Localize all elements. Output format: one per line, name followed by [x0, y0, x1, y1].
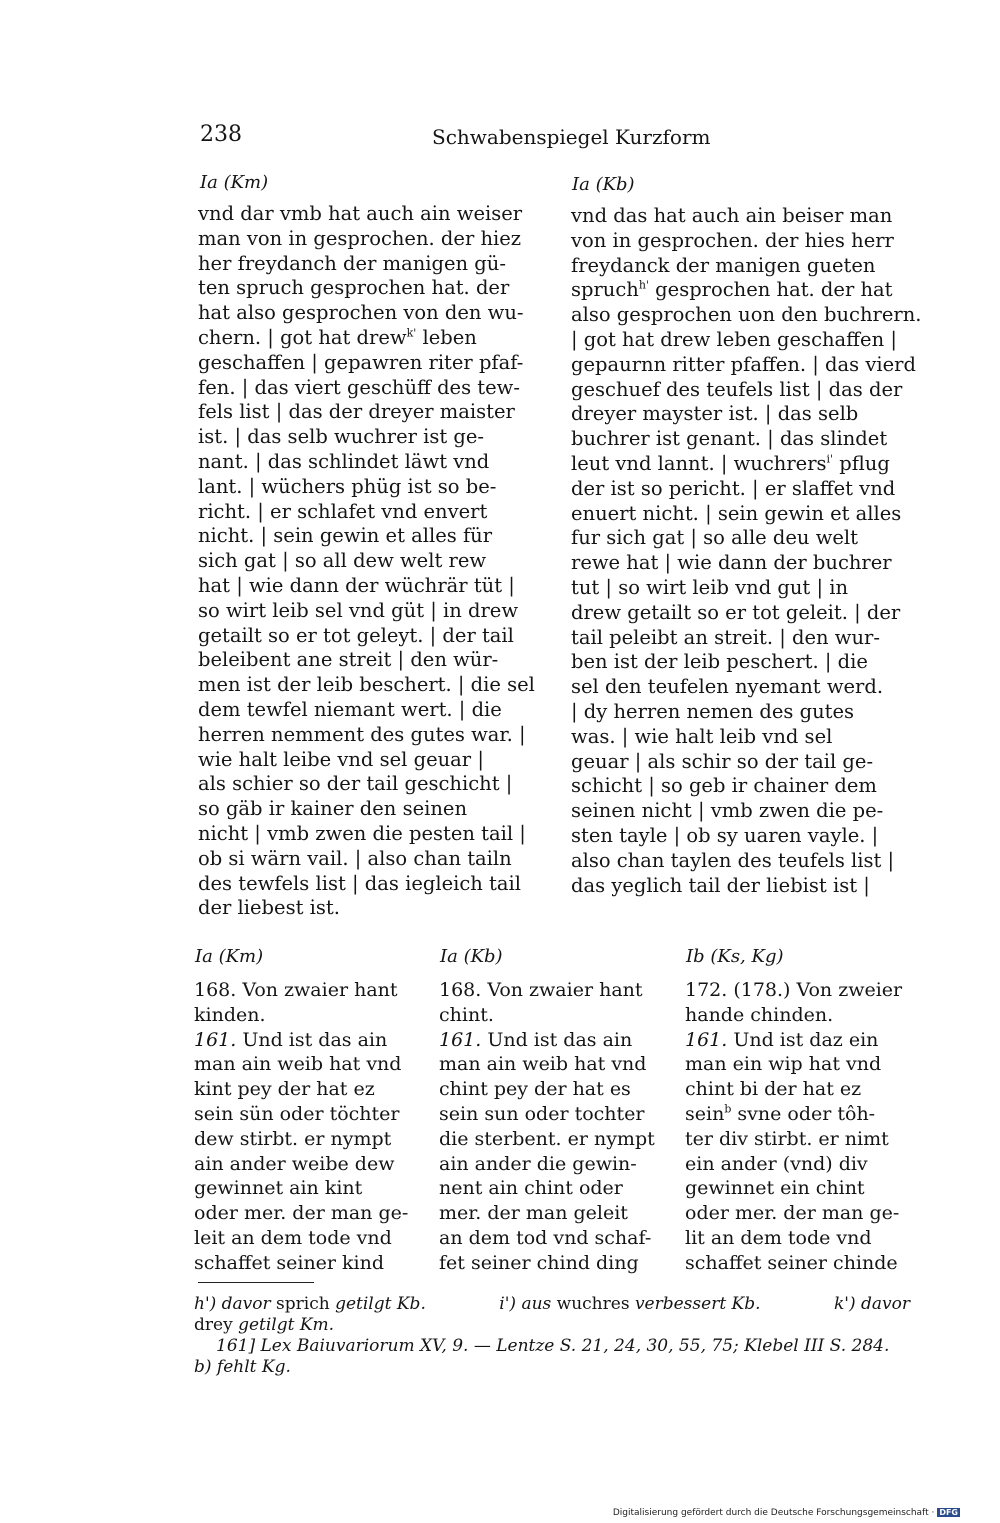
section-heading: hande chinden. — [685, 1003, 834, 1026]
text-line: man von in gesprochen. der hiez — [198, 226, 522, 250]
text-line: ben ist der leib peschert. | die — [571, 650, 868, 674]
text-line: gepaurnn ritter pfaffen. | das vierd — [571, 352, 916, 376]
text-line: beleibent ane streit | den wür- — [198, 648, 499, 672]
text-line: 161. Und ist das ain — [439, 1028, 633, 1051]
text-line: lant. | wüchers phüg ist so be- — [198, 474, 497, 498]
text-line: man ain weib hat vnd — [194, 1053, 402, 1076]
section-heading: chint. — [439, 1003, 494, 1026]
text-line: man ain weib hat vnd — [439, 1053, 647, 1076]
text-line: dew stirbt. er nympt — [194, 1127, 392, 1150]
text-line: geschuef des teufels list | das der — [571, 377, 903, 401]
text-line: an dem tod vnd schaf- — [439, 1226, 652, 1249]
text-line: ten spruch gesprochen hat. der — [198, 276, 510, 300]
text-line: der ist so pericht. | er slaffet vnd — [571, 476, 896, 500]
text-line: ob si wärn vail. | also chan tailn — [198, 846, 512, 870]
text-column-lower-3 — [685, 978, 908, 1276]
text-line: sein$^b$ svne oder tôh- — [685, 1102, 876, 1125]
text-line: richt. | er schlafet vnd envert — [198, 499, 488, 523]
text-line: ain ander weibe dew — [194, 1152, 395, 1175]
text-line: hat also gesprochen von den wu- — [198, 301, 524, 325]
text-line: kint pey der hat ez — [194, 1078, 375, 1101]
text-line: geschaffen | gepawren riter pfaf- — [198, 350, 524, 374]
footnote-block — [194, 1294, 910, 1378]
text-line: hat | wie dann der wüchrär tüt | — [198, 573, 515, 597]
text-line: sten tayle | ob sy uaren vayle. | — [571, 823, 879, 847]
text-line: leit an dem tode vnd — [194, 1226, 392, 1249]
text-line: vnd dar vmb hat auch ain weiser — [198, 202, 523, 225]
text-line: ter div stirbt. er nimt — [685, 1127, 889, 1150]
text-line: vnd das hat auch ain beiser man — [571, 204, 893, 227]
text-line: das yeglich tail der liebist ist | — [571, 873, 870, 897]
column-label-upper-left: Ia (Km) — [200, 172, 269, 193]
text-line: fur sich gat | so alle deu welt — [571, 526, 858, 550]
text-line: also chan taylen des teufels list | — [571, 848, 895, 872]
text-line: sein sün oder töchter — [194, 1102, 400, 1125]
column-label-lower-2: Ia (Kb) — [440, 946, 503, 967]
text-line: ain ander die gewin- — [439, 1152, 637, 1175]
text-line: dreyer mayster ist. | das selb — [571, 402, 859, 426]
text-line: chint pey der hat es — [439, 1078, 631, 1101]
text-line: sein sun oder tochter — [439, 1102, 645, 1125]
text-line: man ein wip hat vnd — [685, 1053, 882, 1076]
text-line: men ist der leib beschert. | die sel — [198, 673, 535, 697]
text-line: | dy herren nemen des gutes — [571, 699, 855, 723]
footnote-b: b) fehlt Kg. — [194, 1357, 291, 1377]
text-line: | got hat drew leben geschaffen | — [571, 327, 897, 351]
text-line: herren nemment des gutes war. | — [198, 722, 526, 746]
text-line: geuar | als schir so der tail ge- — [571, 749, 874, 773]
text-line: nicht | vmb zwen die pesten tail | — [198, 821, 526, 845]
text-line: gewinnet ein chint — [685, 1177, 865, 1200]
footnote-k: k') davor — [834, 1294, 910, 1314]
text-line: spruch$^{h'}$ gesprochen hat. der hat — [571, 278, 893, 302]
text-line: rewe hat | wie dann der buchrer — [571, 551, 892, 575]
text-line: also gesprochen uon den buchrern. — [571, 303, 922, 327]
text-line: so wirt leib sel vnd güt | in drew — [198, 598, 519, 622]
text-line: sich gat | so all dew welt rew — [198, 549, 487, 573]
text-column-upper-left — [198, 202, 542, 921]
column-label-lower-1: Ia (Km) — [195, 946, 264, 967]
text-line: fels list | das der dreyer maister — [198, 400, 515, 424]
text-line: wie halt leibe vnd sel geuar | — [198, 747, 484, 771]
footer-funding-note: Digitalisierung gefördert durch die Deutsche Forschungsgemeinschaft · DFG — [612, 1508, 958, 1518]
column-label-lower-3: Ib (Ks, Kg) — [686, 946, 784, 967]
text-line: oder mer. der man ge- — [685, 1202, 900, 1225]
text-line: fen. | das viert geschüff des tew- — [198, 375, 520, 399]
text-line: tut | so wirt leib vnd gut | in — [571, 575, 849, 599]
text-line: mer. der man geleit — [439, 1202, 628, 1225]
text-line: nent ain chint oder — [439, 1177, 623, 1200]
text-line: von in gesprochen. der hies herr — [571, 228, 894, 252]
dfg-logo: DFG — [939, 1508, 958, 1517]
text-column-lower-2 — [439, 978, 662, 1276]
text-line: enuert nicht. | sein gewin et alles — [571, 501, 902, 525]
text-column-lower-1 — [194, 978, 417, 1276]
footnote-source-161: 161] Lex Baiuvariorum XV, 9. — Lentze S. 21, 24, 30, 55, 75; Klebel III S. 284. — [216, 1336, 890, 1356]
text-line: dem tewfel niemant wert. | die — [198, 697, 502, 721]
text-line: ein ander (vnd) div — [685, 1152, 868, 1175]
column-label-upper-right: Ia (Kb) — [572, 174, 635, 195]
text-line: freydanck der manigen gueten — [571, 253, 876, 277]
text-line: nant. | das schlindet läwt vnd — [198, 449, 490, 473]
running-title: Schwabenspiegel Kurzform — [432, 125, 711, 149]
text-line: tail peleibt an streit. | den wur- — [571, 625, 880, 649]
text-line: was. | wie halt leib vnd sel — [571, 724, 833, 748]
footnote-i: i') aus wuchres verbessert Kb. — [499, 1294, 761, 1314]
text-line: buchrer ist genant. | das slindet — [571, 427, 888, 451]
text-line: oder mer. der man ge- — [194, 1202, 409, 1225]
text-line: leut vnd lannt. | wuchrers$^{i'}$ pflug — [571, 451, 890, 475]
footnote-k-continued: drey getilgt Km. — [194, 1315, 335, 1335]
text-line: schicht | so geb ir chainer dem — [571, 774, 877, 798]
text-line: so gäb ir kainer den seinen — [198, 797, 468, 821]
text-line: drew getailt so er tot geleit. | der — [571, 600, 901, 624]
text-line: die sterbent. er nympt — [439, 1127, 655, 1150]
section-heading: kinden. — [194, 1003, 266, 1026]
text-line: chint bi der hat ez — [685, 1078, 862, 1101]
text-line: 161. Und ist daz ein — [685, 1028, 879, 1051]
section-heading: 168. Von zwaier hant — [194, 979, 398, 1001]
text-line: ist. | das selb wuchrer ist ge- — [198, 425, 485, 449]
text-line: der liebest ist. — [198, 896, 340, 920]
text-line: getailt so er tot geleyt. | der tail — [198, 623, 514, 647]
text-line: als schier so der tail geschicht | — [198, 772, 513, 796]
text-line: her freydanch der manigen gü- — [198, 251, 506, 275]
page-number: 238 — [200, 122, 242, 147]
text-line: des tewfels list | das iegleich tail — [198, 871, 521, 895]
text-line: sel den teufelen nyemant werd. — [571, 675, 884, 699]
text-line: nicht. | sein gewin et alles für — [198, 524, 493, 548]
text-line: lit an dem tode vnd — [685, 1226, 872, 1249]
text-line: 161. Und ist das ain — [194, 1028, 388, 1051]
text-line: fet seiner chind ding — [439, 1251, 639, 1274]
text-line: schaffet seiner chinde — [685, 1251, 898, 1274]
text-line: chern. | got hat drew$^{k'}$ leben — [198, 325, 477, 349]
section-heading: 168. Von zwaier hant — [439, 979, 643, 1001]
text-line: seinen nicht | vmb zwen die pe- — [571, 799, 884, 823]
footnote-h: h') davor sprich getilgt Kb. — [194, 1294, 426, 1314]
section-heading: 172. (178.) Von zweier — [685, 979, 903, 1001]
text-line: schaffet seiner kind — [194, 1251, 385, 1274]
text-line: gewinnet ain kint — [194, 1177, 363, 1200]
text-column-upper-right — [571, 204, 922, 898]
footnote-rule — [198, 1282, 314, 1283]
